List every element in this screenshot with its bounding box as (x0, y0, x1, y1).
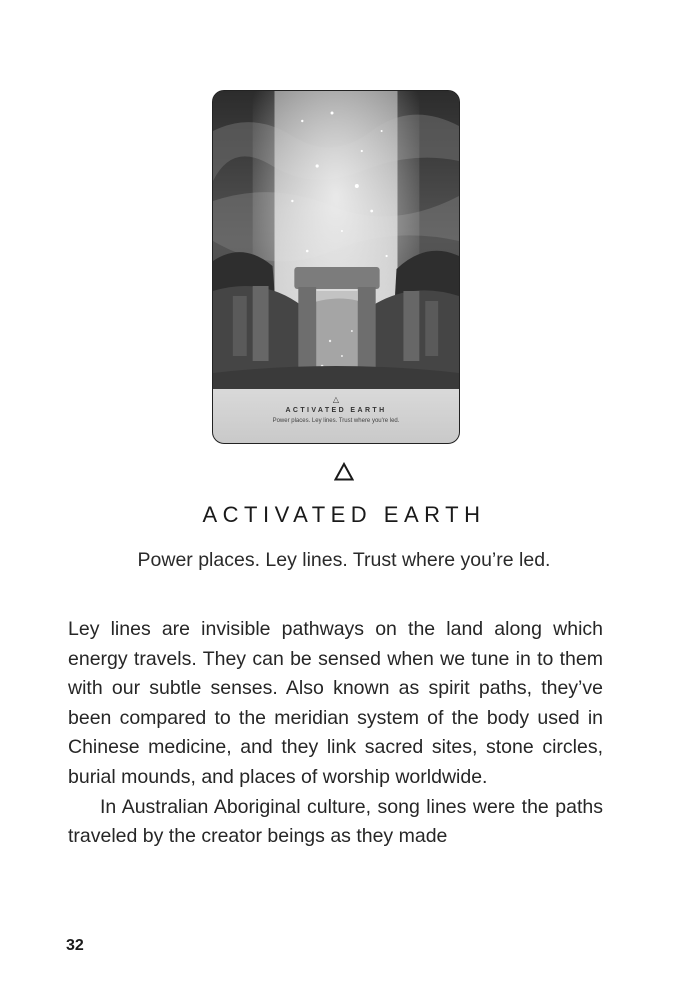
card-subtitle: Power places. Ley lines. Trust where you're led. (272, 418, 400, 424)
card-artwork (213, 91, 459, 391)
earth-triangle-icon (0, 462, 688, 486)
page-number: 32 (66, 937, 84, 954)
paragraph: In Australian Aboriginal culture, song lines were the paths traveled by the creator beings as they made (68, 795, 603, 848)
card-caption (213, 389, 459, 443)
stone-portal-illustration (213, 91, 459, 391)
section-title: ACTIVATED EARTH (202, 502, 486, 527)
section-subtitle: Power places. Ley lines. Trust where you’re led. (137, 549, 551, 571)
card-triangle-symbol: △ (332, 395, 340, 404)
paragraph: Ley lines are invisible pathways on the land along which energy travels. They can be sensed when we tune in to them with our subtle senses. Also known as spirit paths, they’ve been compared to the meridian system of the body used in Chinese medicine, and they link sacred sites, stone circles, burial mounds, and places of worship worldwide. (68, 618, 603, 788)
oracle-card-image (212, 90, 460, 444)
card-title: ACTIVATED EARTH (285, 407, 387, 414)
body-text (68, 615, 603, 852)
